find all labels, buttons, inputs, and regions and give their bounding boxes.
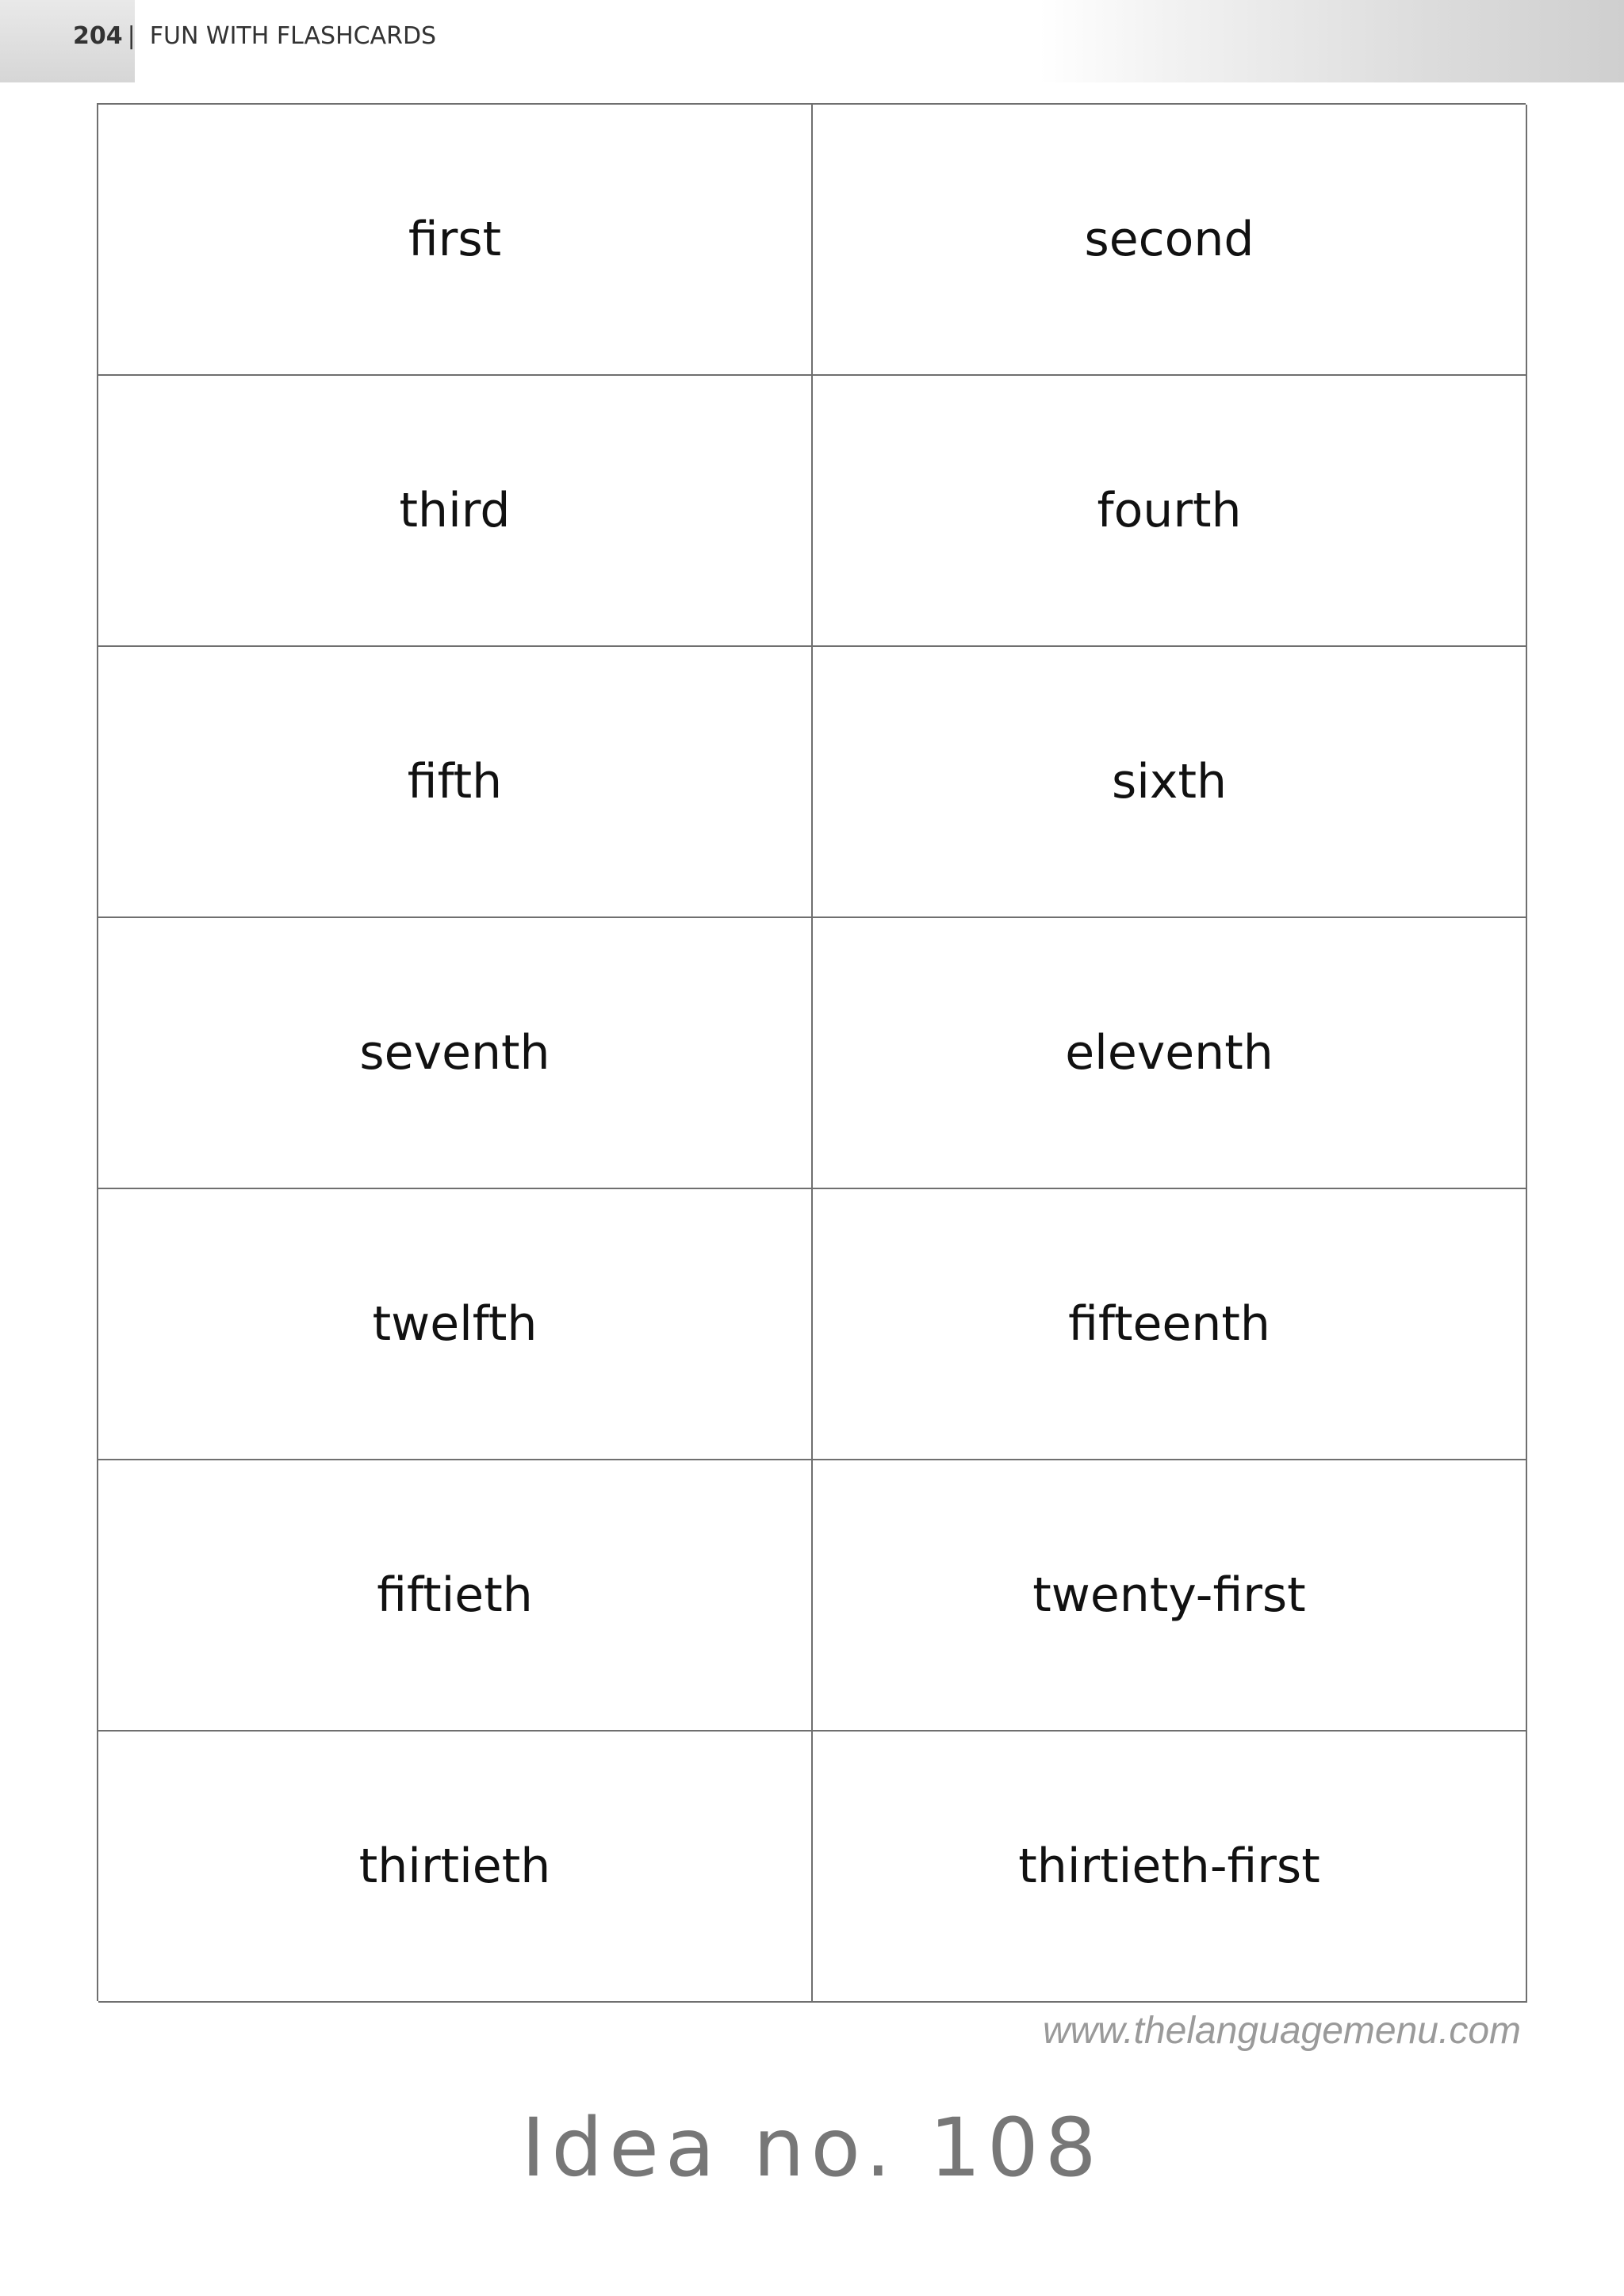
flashcard	[98, 1732, 813, 2003]
flashcard	[813, 1189, 1527, 1460]
header-separator: |	[127, 22, 136, 50]
flashcard-word: third	[399, 483, 511, 538]
page-number: 204	[73, 22, 123, 50]
flashcard-word: second	[1084, 212, 1254, 267]
flashcard	[813, 918, 1527, 1189]
website-url: www.thelanguagemenu.com	[1042, 2010, 1521, 2052]
flashcard	[98, 1189, 813, 1460]
flashcard-word: sixth	[1112, 754, 1227, 809]
flashcard	[98, 1460, 813, 1732]
running-header	[73, 22, 436, 50]
flashcard	[813, 647, 1527, 918]
flashcard	[813, 376, 1527, 647]
flashcard	[98, 105, 813, 376]
flashcard-word: fiftieth	[377, 1567, 533, 1623]
flashcard-word: fourth	[1097, 483, 1242, 538]
idea-number-title: Idea no. 108	[521, 2101, 1103, 2195]
flashcard-word: seventh	[359, 1025, 550, 1081]
flashcard-word: thirtieth-first	[1018, 1839, 1320, 1894]
flashcard-word: fifteenth	[1068, 1296, 1270, 1352]
flashcard-word: eleventh	[1065, 1025, 1274, 1081]
flashcard	[98, 918, 813, 1189]
flashcard	[98, 647, 813, 918]
flashcard-word: fifth	[407, 754, 503, 809]
flashcard-word: twelfth	[372, 1296, 538, 1352]
flashcard	[98, 376, 813, 647]
book-title: FUN WITH FLASHCARDS	[149, 22, 437, 50]
flashcard-word: first	[408, 212, 502, 267]
flashcard	[813, 1460, 1527, 1732]
flashcard	[813, 1732, 1527, 2003]
flashcard-word: thirtieth	[358, 1839, 551, 1894]
flashcard-grid	[97, 103, 1526, 2001]
flashcard-word: twenty-first	[1032, 1567, 1306, 1623]
flashcard	[813, 105, 1527, 376]
